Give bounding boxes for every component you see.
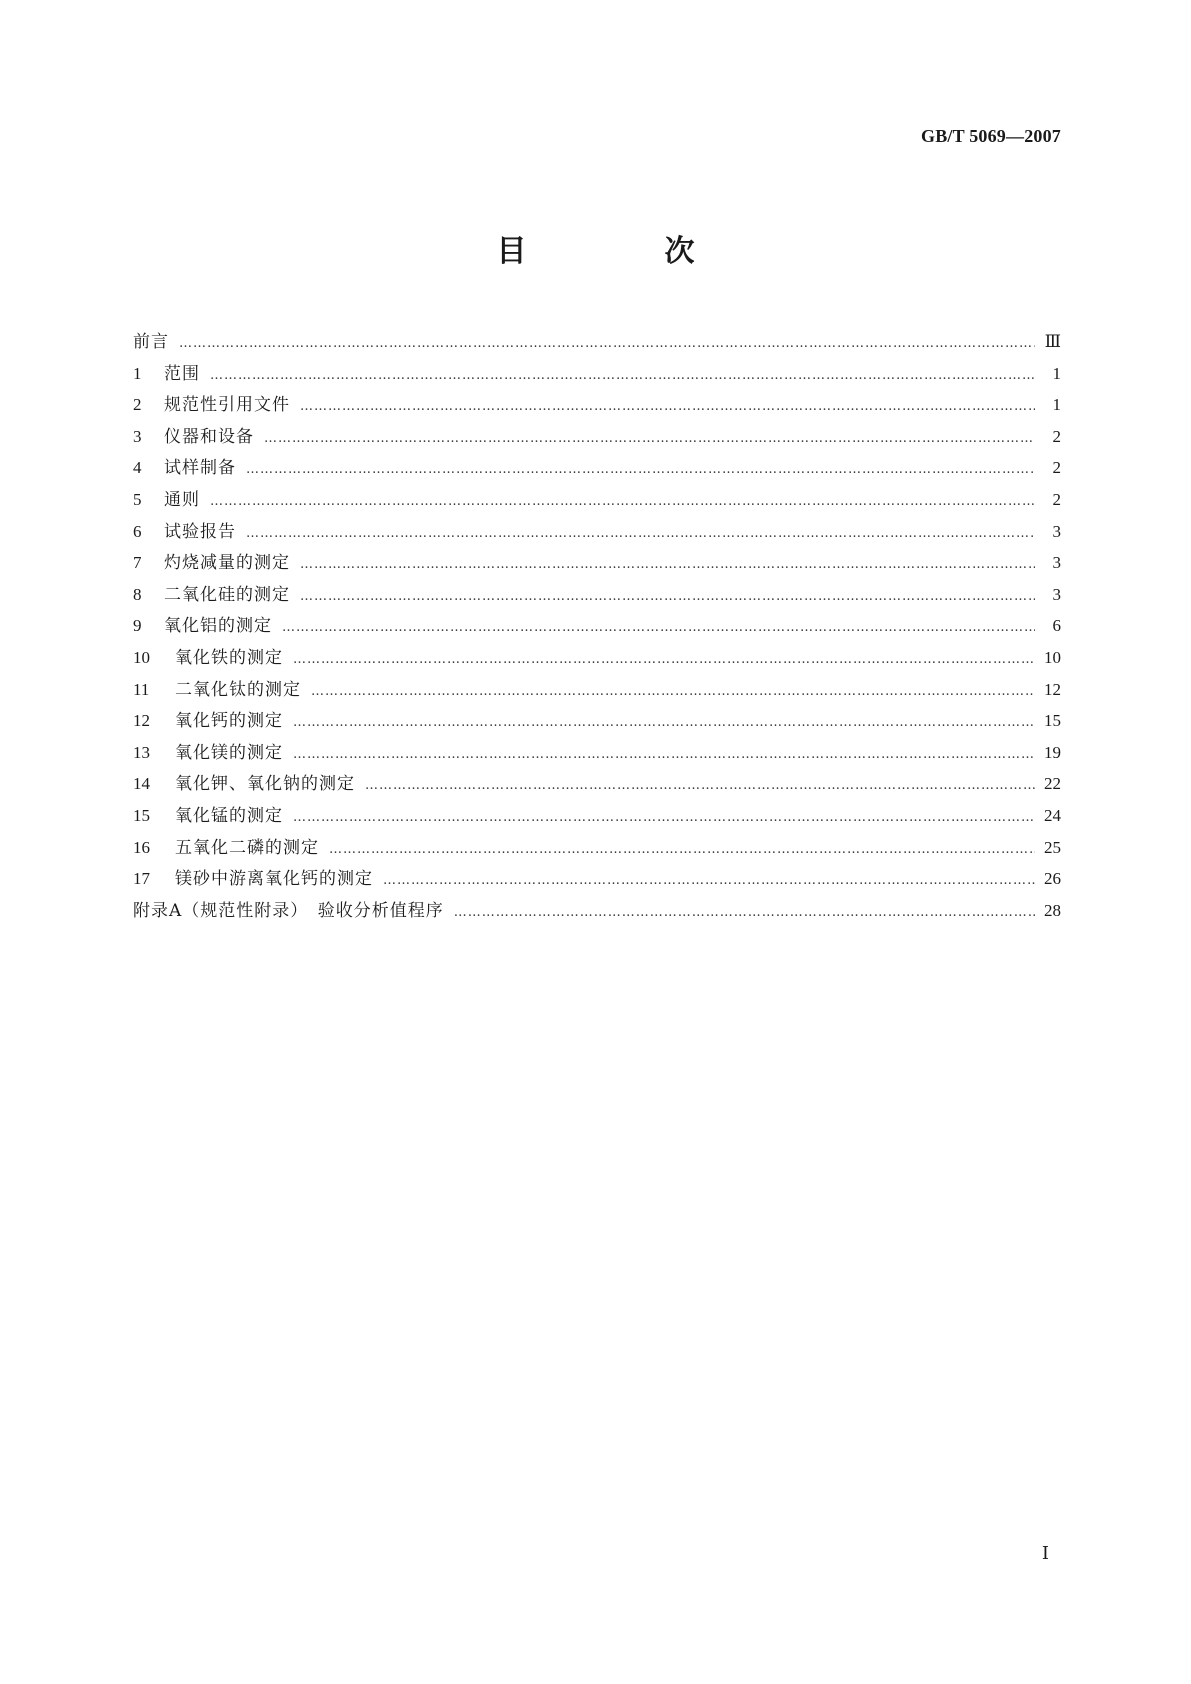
toc-entry-number: 15 — [133, 805, 150, 825]
toc-entry-page: 2 — [1052, 426, 1061, 446]
toc-dot-leader — [365, 770, 1035, 802]
toc-entry-7[interactable] — [133, 547, 1061, 579]
toc-dot-leader — [179, 328, 1035, 360]
toc-entry-page: 15 — [1044, 711, 1061, 731]
toc-entry-number: 13 — [133, 742, 150, 762]
toc-dot-leader — [300, 549, 1035, 581]
toc-entry-label: 试验报告 — [164, 521, 236, 542]
toc-entry-label: 二氧化硅的测定 — [164, 584, 290, 605]
toc-dot-leader — [264, 423, 1035, 455]
toc-entry-page: 25 — [1044, 837, 1061, 857]
toc-entry-appendix-a[interactable] — [133, 895, 1061, 927]
toc-entry-8[interactable] — [133, 579, 1061, 611]
toc-dot-leader — [293, 644, 1035, 676]
toc-entry-number: 4 — [133, 458, 142, 478]
toc-entry-label: 氧化锰的测定 — [175, 805, 283, 826]
toc-dot-leader — [329, 834, 1035, 866]
toc-entry-6[interactable] — [133, 516, 1061, 548]
toc-entry-label: 氧化镁的测定 — [175, 742, 283, 763]
toc-entry-page: 3 — [1052, 521, 1061, 541]
toc-entry-1[interactable] — [133, 358, 1061, 390]
toc-entry-number: 6 — [133, 521, 142, 541]
toc-entry-page: 28 — [1044, 900, 1061, 920]
toc-entry-page: 2 — [1052, 489, 1061, 509]
toc-entry-page: 3 — [1052, 553, 1061, 573]
toc-entry-number: 5 — [133, 489, 142, 509]
toc-entry-3[interactable] — [133, 421, 1061, 453]
toc-entry-label: 前言 — [133, 332, 169, 352]
toc-entry-12[interactable] — [133, 705, 1061, 737]
toc-entry-page: 3 — [1052, 584, 1061, 604]
toc-entry-15[interactable] — [133, 800, 1061, 832]
toc-dot-leader — [293, 802, 1035, 834]
toc-entry-9[interactable] — [133, 610, 1061, 642]
toc-entry-label: 氧化铁的测定 — [175, 647, 283, 668]
page-number: Ⅰ — [1041, 1543, 1049, 1563]
toc-entry-13[interactable] — [133, 737, 1061, 769]
toc-entry-label: 规范性引用文件 — [164, 395, 290, 416]
toc-entry-number: 12 — [133, 711, 150, 731]
toc-entry-17[interactable] — [133, 863, 1061, 895]
toc-entry-number: 10 — [133, 647, 150, 667]
toc-entry-page: 24 — [1044, 805, 1061, 825]
toc-entry-page: 2 — [1052, 458, 1061, 478]
toc-entry-label: 氧化钾、氧化钠的测定 — [175, 774, 355, 795]
toc-entry-foreword[interactable] — [133, 326, 1061, 358]
toc-entry-page: 22 — [1044, 774, 1061, 794]
toc-dot-leader — [454, 897, 1035, 929]
toc-entry-page: 6 — [1052, 616, 1061, 636]
toc-entry-number: 7 — [133, 553, 142, 573]
toc-dot-leader — [210, 360, 1035, 392]
toc-entry-label: 试样制备 — [164, 458, 236, 479]
toc-dot-leader — [293, 739, 1035, 771]
toc-entry-number: 16 — [133, 837, 150, 857]
toc-entry-page: 1 — [1052, 395, 1061, 415]
toc-entry-page: 12 — [1044, 679, 1061, 699]
toc-dot-leader — [293, 707, 1035, 739]
toc-entry-number: 14 — [133, 774, 150, 794]
toc-entry-11[interactable] — [133, 674, 1061, 706]
toc-entry-label: 仪器和设备 — [164, 426, 254, 447]
toc-dot-leader — [210, 486, 1035, 518]
table-of-contents — [133, 326, 1061, 926]
toc-entry-16[interactable] — [133, 832, 1061, 864]
toc-entry-page: 1 — [1052, 363, 1061, 383]
toc-entry-label: 通则 — [164, 489, 200, 510]
toc-dot-leader — [246, 454, 1035, 486]
toc-entry-14[interactable] — [133, 768, 1061, 800]
toc-entry-page: 26 — [1044, 869, 1061, 889]
toc-entry-5[interactable] — [133, 484, 1061, 516]
toc-dot-leader — [311, 676, 1035, 708]
toc-dot-leader — [300, 581, 1035, 613]
toc-entry-label: 灼烧减量的测定 — [164, 553, 290, 574]
toc-entry-number: 11 — [133, 679, 150, 699]
toc-entry-label: 二氧化钛的测定 — [175, 679, 301, 700]
toc-entry-10[interactable] — [133, 642, 1061, 674]
toc-dot-leader — [246, 518, 1035, 550]
toc-entry-number: 8 — [133, 584, 142, 604]
toc-entry-page: 19 — [1044, 742, 1061, 762]
toc-entry-label: 五氧化二磷的测定 — [175, 837, 319, 858]
toc-entry-4[interactable] — [133, 452, 1061, 484]
page-title: 目 次 — [496, 234, 749, 269]
toc-dot-leader — [300, 391, 1035, 423]
toc-entry-page: Ⅲ — [1044, 332, 1061, 351]
toc-entry-number: 3 — [133, 426, 142, 446]
toc-entry-label: 氧化铝的测定 — [164, 616, 272, 637]
toc-entry-label: 范围 — [164, 363, 200, 384]
toc-entry-number: 2 — [133, 395, 142, 415]
toc-entry-number: 9 — [133, 616, 142, 636]
toc-dot-leader — [383, 865, 1035, 897]
toc-entry-label: 附录A（规范性附录） 验收分析值程序 — [133, 900, 444, 921]
toc-entry-label: 镁砂中游离氧化钙的测定 — [175, 869, 373, 890]
standard-number: GB/T 5069—2007 — [921, 126, 1061, 146]
toc-entry-number: 17 — [133, 869, 150, 889]
toc-entry-label: 氧化钙的测定 — [175, 711, 283, 732]
toc-entry-page: 10 — [1044, 647, 1061, 667]
toc-entry-number: 1 — [133, 363, 142, 383]
toc-entry-2[interactable] — [133, 389, 1061, 421]
toc-dot-leader — [282, 612, 1035, 644]
